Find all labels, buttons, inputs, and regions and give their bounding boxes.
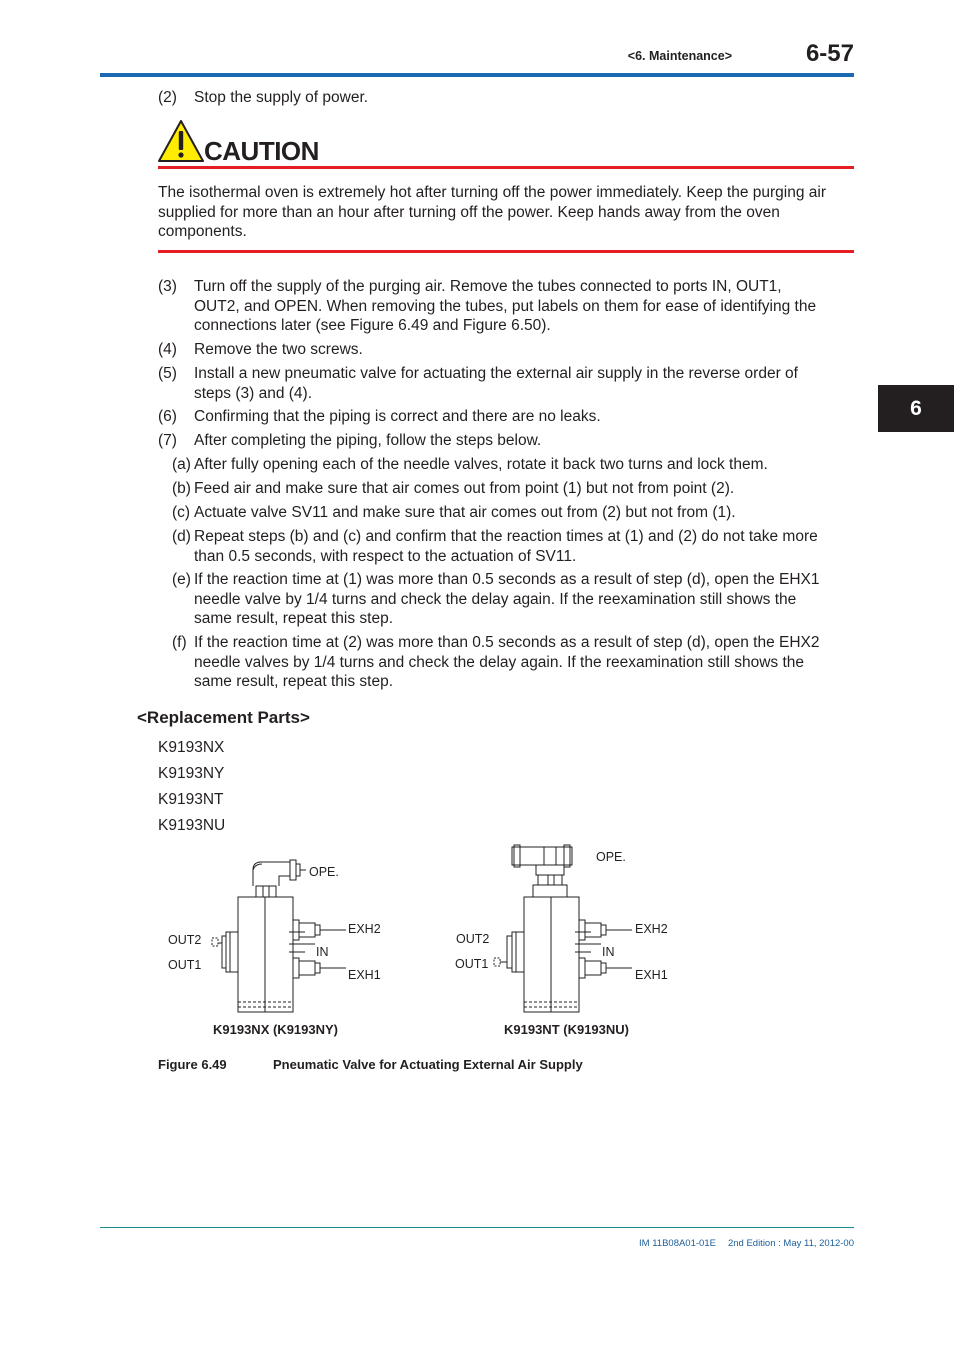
step-number: (5) [158,365,177,382]
label-out1-right: OUT1 [455,957,489,971]
substep-a [158,455,858,475]
substep-d [158,527,858,567]
step-5 [158,364,858,404]
step-line: needle valve by 1/4 turns and check the delay again. If the reexamination still shows the [194,590,797,608]
label-in-right: IN [602,945,615,959]
label-ope-left: OPE. [309,865,339,879]
figure-number: Figure 6.49 [158,1057,227,1072]
step-line: same result, repeat this step. [194,610,394,627]
caption-left-valve: K9193NX (K9193NY) [213,1022,339,1037]
valve-k9193nt-drawing [494,845,632,1012]
caution-top-rule [158,166,854,169]
label-exh2-left: EXH2 [348,922,381,936]
step-number: (7) [158,432,177,449]
figure-title: Pneumatic Valve for Actuating External Air Supply [273,1057,583,1072]
step-line: Turn off the supply of the purging air. Remove the tubes connected to ports IN, OUT1, [194,278,782,295]
replacement-parts-heading: <Replacement Parts> [137,708,310,727]
edition: 2nd Edition : May 11, 2012-00 [727,1238,854,1249]
step-line: After fully opening each of the needle valves, rotate it back two turns and lock them. [194,456,768,473]
caution-body: The isothermal oven is extremely hot after turning off the power immediately. Keep the purging air supplied for more than an hour after turning off the power. Keep hands away from the oven components. [158,184,826,240]
step-line: Feed air and make sure that air comes out from point (1) but not from point (2). [194,480,735,497]
page-number: 6-57 [805,40,854,67]
step-line: than 0.5 seconds, with respect to the actuation of SV11. [194,547,577,565]
substep-letter: (b) [172,480,191,497]
step-line: Repeat steps (b) and (c) and confirm that the reaction times at (1) and (2) do not take more [194,528,818,545]
step-line: steps (3) and (4). [194,384,313,402]
step-line: connections later (see Figure 6.49 and Figure 6.50). [194,317,551,334]
step-line: Confirming that the piping is correct and there are no leaks. [194,408,601,425]
part-number: K9193NX [158,739,225,756]
step-number: (6) [158,408,177,425]
substep-letter: (d) [172,528,191,545]
substep-f [158,633,858,693]
label-exh1-left: EXH1 [348,968,381,982]
footer-rule [100,1227,854,1228]
substep-letter: (f) [172,634,187,651]
valve-k9193nx-drawing [212,860,346,1012]
running-header-section: <6. Maintenance> [627,49,732,63]
step-7 [158,431,858,451]
step-number: (4) [158,341,177,358]
step-line: OUT2, and OPEN. When removing the tubes, put labels on them for ease of identifying the [194,297,817,315]
substep-letter: (c) [172,504,191,521]
caution-bottom-rule [158,250,854,253]
substep-letter: (a) [172,456,191,473]
substep-b [158,479,858,499]
pneumatic-valve-figure [150,840,710,1020]
step-line: same result, repeat this step. [194,673,394,690]
label-exh1-right: EXH1 [635,968,668,982]
chapter-tab: 6 [878,385,954,432]
label-out1-left: OUT1 [168,958,202,972]
doc-id: IM 11B08A01-01E [639,1238,716,1249]
step-number: (3) [158,278,177,295]
step-line: needle valves by 1/4 turns and check the delay again. If the reexamination still shows the [194,653,805,671]
footer [560,1238,854,1249]
caution-title: CAUTION [204,136,319,166]
step-line: After completing the piping, follow the steps below. [194,432,542,449]
part-number: K9193NY [158,765,225,782]
step-line: If the reaction time at (2) was more than 0.5 seconds as a result of step (d), open the EHX2 [194,634,820,651]
step-4 [158,340,858,360]
label-in-left: IN [316,945,329,959]
substep-e [158,570,858,630]
substep-c [158,503,858,523]
step-3 [158,277,858,337]
step-line: Install a new pneumatic valve for actuating the external air supply in the reverse order of [194,365,798,382]
part-number: K9193NT [158,791,224,808]
step-2 [158,88,858,108]
step-6 [158,407,858,427]
step-number: (2) [158,89,177,106]
label-exh2-right: EXH2 [635,922,668,936]
warning-triangle-icon [157,119,205,163]
step-text: Stop the supply of power. [194,89,369,106]
step-line: Actuate valve SV11 and make sure that air comes out from (2) but not from (1). [194,504,736,521]
caption-right-valve: K9193NT (K9193NU) [504,1022,629,1037]
part-number: K9193NU [158,817,226,834]
step-line: If the reaction time at (1) was more than 0.5 seconds as a result of step (d), open the EHX1 [194,571,820,588]
label-out2-left: OUT2 [168,933,202,947]
step-line: Remove the two screws. [194,341,363,358]
substep-letter: (e) [172,571,191,588]
label-out2-right: OUT2 [456,932,490,946]
label-ope-right: OPE. [596,850,626,864]
header-rule [100,73,854,77]
